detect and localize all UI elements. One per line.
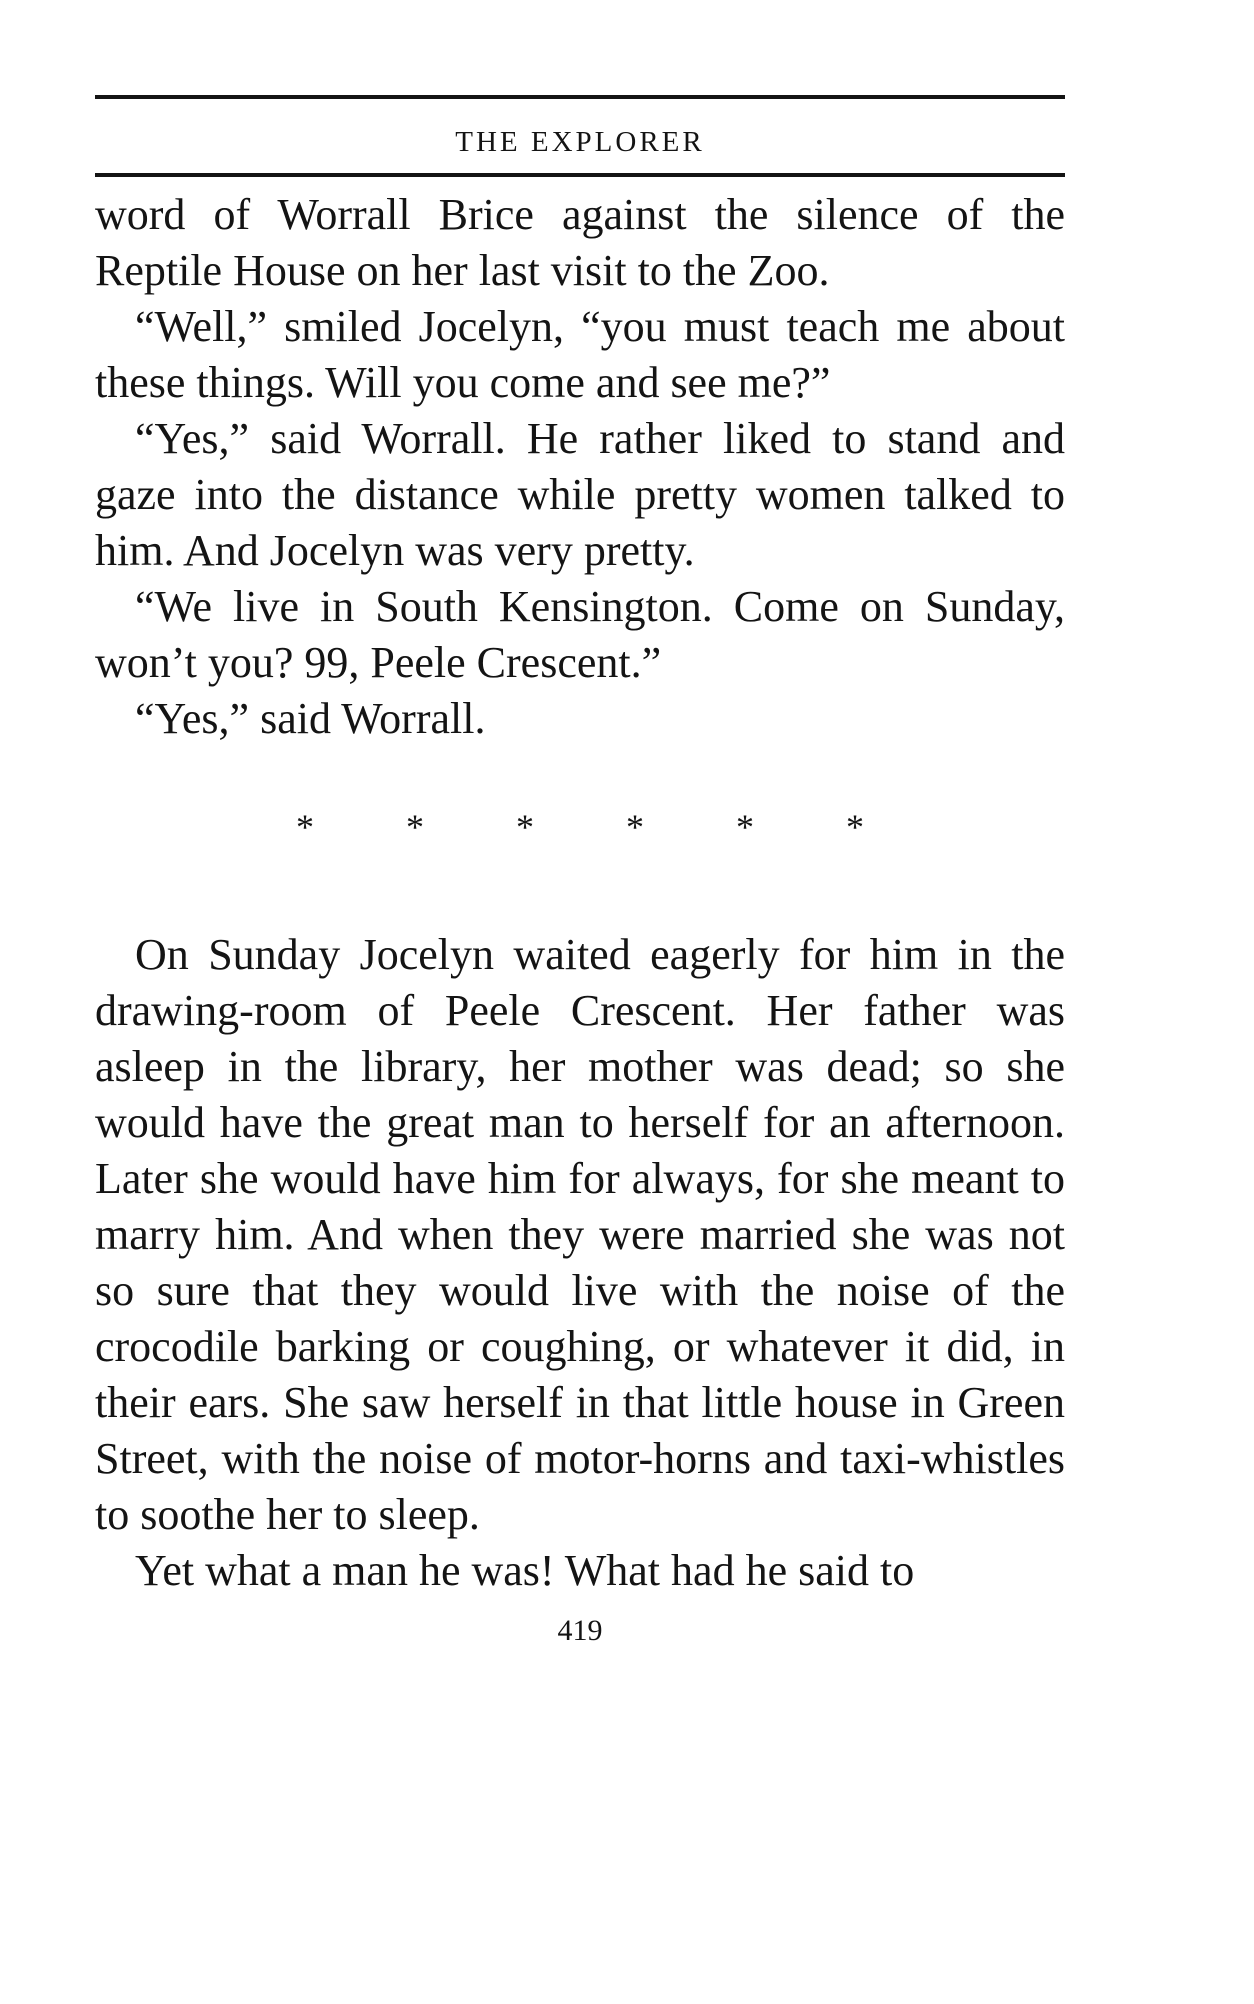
book-page: [95, 95, 1065, 1649]
asterisk: *: [736, 807, 754, 847]
running-title: THE EXPLORER: [455, 126, 705, 158]
asterisk: *: [296, 807, 314, 847]
paragraph: “We live in South Kensington. Come on Sunday, won’t you? 99, Peele Crescent.”: [95, 582, 1065, 687]
body-text: [95, 187, 1065, 1599]
asterisk: *: [406, 807, 424, 847]
paragraph: “Well,” smiled Jocelyn, “you must teach me about these things. Will you come and see me?”: [95, 302, 1065, 407]
asterisk: *: [516, 807, 534, 847]
asterisk: *: [846, 807, 864, 847]
paragraph: “Yes,” said Worrall. He rather liked to stand and gaze into the distance while pretty women talked to him. And Jocelyn was very pretty.: [95, 414, 1065, 575]
header-rule: [95, 173, 1065, 177]
paragraph: “Yes,” said Worrall.: [135, 694, 486, 743]
section-break: [95, 807, 1065, 847]
paragraph-continued: word of Worrall Brice against the silence of the Reptile House on her last visit to the Zoo.: [95, 190, 1065, 295]
top-rule: [95, 95, 1065, 99]
page-number: 419: [557, 1614, 603, 1647]
paragraph: On Sunday Jocelyn waited eagerly for him in the drawing-room of Peele Crescent. Her father was asleep in the library, her mother was dead; so she would have the great man to herself for an afternoon. Later she would have him for always, for she meant to marry him. And when they were married she was not so sure that they would live with the noise of the crocodile barking or coughing, or whatever it did, in their ears. She saw herself in that little house in Green Street, with the noise of motor-horns and taxi-whistles to soothe her to sleep.: [95, 930, 1065, 1539]
asterisk: *: [626, 807, 644, 847]
paragraph: Yet what a man he was! What had he said to: [135, 1546, 915, 1595]
